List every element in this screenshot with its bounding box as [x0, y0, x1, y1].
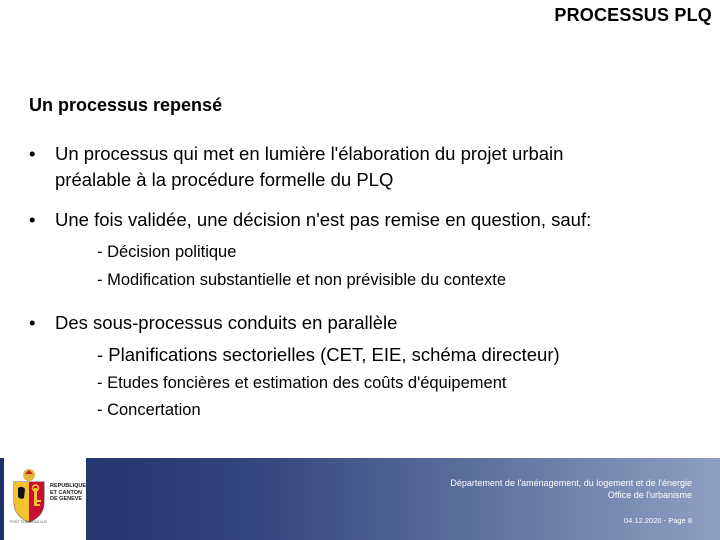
geneva-coat-of-arms-icon: [8, 466, 50, 526]
geneva-logo: [4, 458, 86, 540]
bullet-line: préalable à la procédure formelle du PLQ: [55, 169, 394, 190]
footer-office: Office de l'urbanisme: [607, 490, 692, 500]
footer-date-page: 04.12.2020 - Page 8: [624, 516, 692, 525]
bullet-line: Des sous-processus conduits en parallèle: [55, 312, 398, 333]
sub-item: - Modification substantielle et non prévisible du contexte: [97, 271, 507, 289]
logo-motto: POST TENEBRAS LUX: [10, 520, 48, 524]
bullet-line: Un processus qui met en lumière l'élaboration du projet urbain: [55, 143, 564, 164]
footer-department: Département de l'aménagement, du logement et de l'énergie: [450, 478, 692, 488]
sub-item: - Etudes foncières et estimation des coûts d'équipement: [97, 374, 507, 392]
sub-item: - Concertation: [97, 401, 201, 419]
bullet-marker: •: [29, 312, 36, 333]
sub-item: - Planifications sectorielles (CET, EIE, schéma directeur): [97, 344, 560, 365]
section-subtitle: Un processus repensé: [29, 95, 223, 115]
bullet-marker: •: [29, 143, 36, 164]
footer-bar: [0, 458, 720, 540]
bullet-marker: •: [29, 209, 36, 230]
sub-item: - Décision politique: [97, 243, 237, 261]
logo-wordmark: REPUBLIQUE ET CANTON DE GENEVE: [50, 483, 87, 502]
page-title: PROCESSUS PLQ: [554, 5, 712, 25]
bullet-line: Une fois validée, une décision n'est pas remise en question, sauf:: [55, 209, 592, 230]
